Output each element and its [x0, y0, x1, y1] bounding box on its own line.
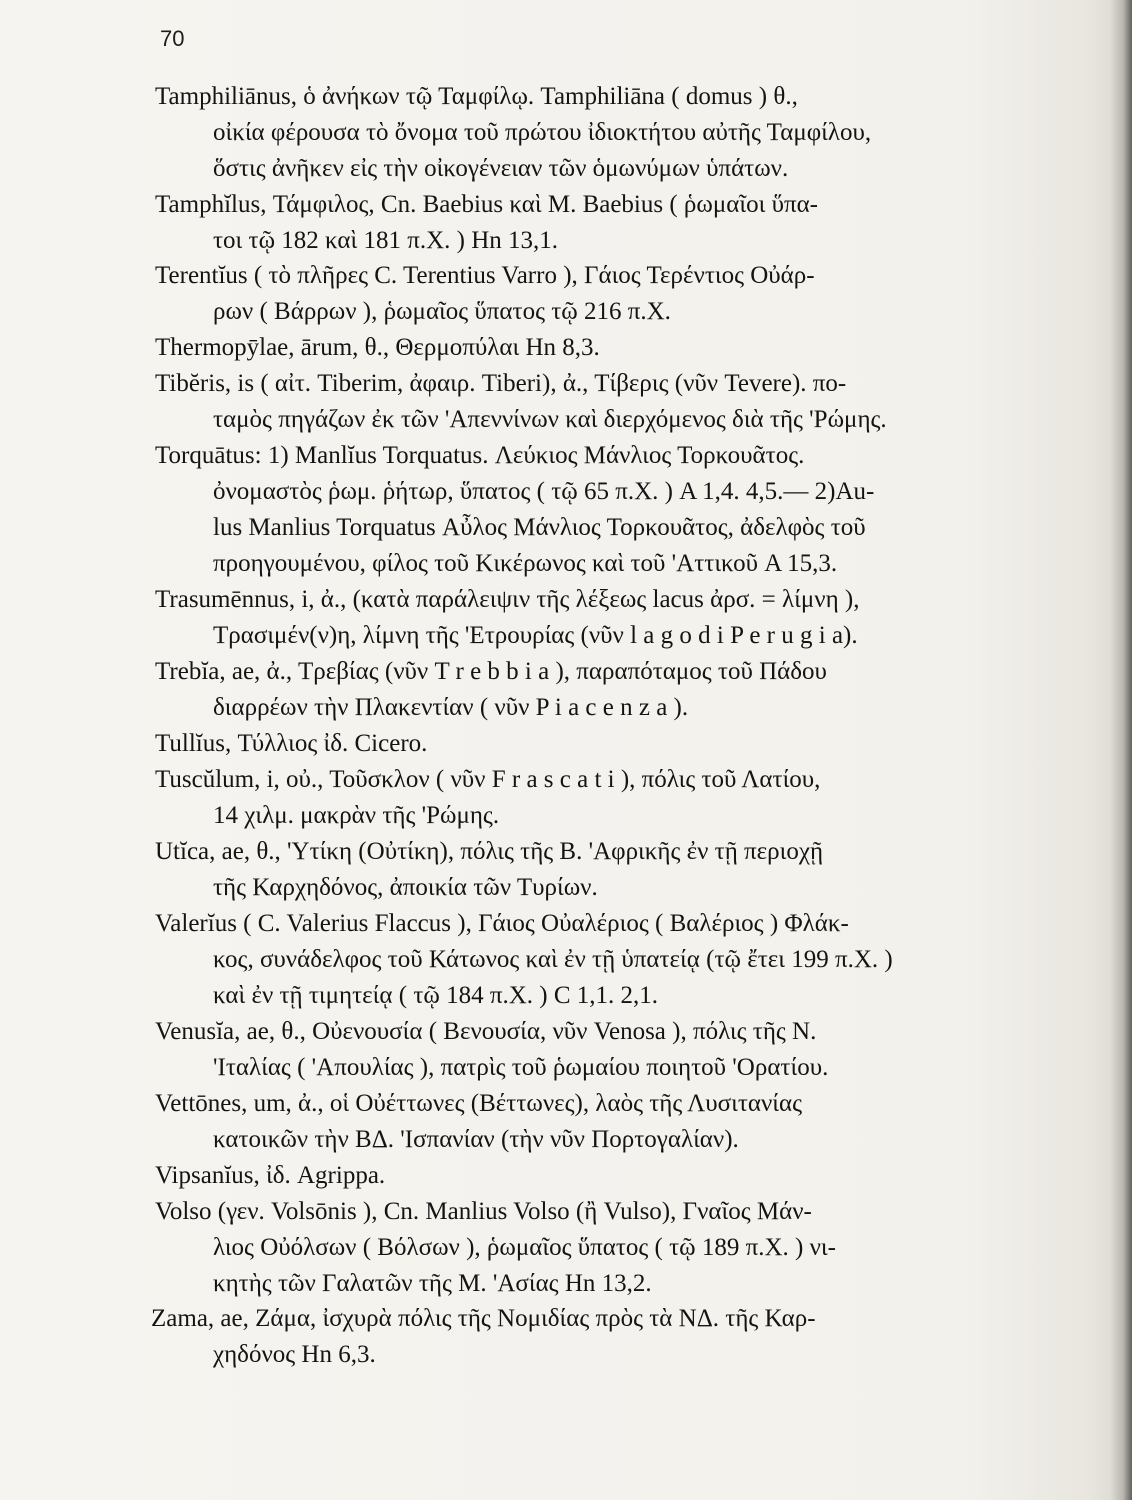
- entry-continuation-line: διαρρέων τὴν Πλακεντίαν ( νῦν P i a c e n z a ).: [213, 694, 689, 721]
- entry-headword-line: Tullĭus, Τύλλιος ἰδ. Cicero.: [155, 730, 428, 757]
- entry-continuation-line: ὀνομαστὸς ῥωμ. ῥήτωρ, ὕπατος ( τῷ 65 π.Χ. ) A 1,4. 4,5.— 2)Au-: [213, 478, 875, 505]
- entry-headword-line: Trebĭa, ae, ἀ., Τρεβίας (νῦν T r e b b i a ), παραπόταμος τοῦ Πάδου: [155, 658, 827, 685]
- entry-continuation-line: προηγουμένου, φίλος τοῦ Κικέρωνος καὶ τοῦ 'Αττικοῦ A 15,3.: [213, 550, 838, 577]
- entry-continuation-line: ταμὸς πηγάζων ἐκ τῶν 'Απεννίνων καὶ διερχόμενος διὰ τῆς 'Ρώμης.: [213, 406, 887, 433]
- entry-continuation-line: λιος Οὐόλσων ( Βόλσων ), ῥωμαῖος ὕπατος ( τῷ 189 π.Χ. ) νι-: [213, 1234, 836, 1261]
- entry-headword-line: Zama, ae, Ζάμα, ἰσχυρὰ πόλις τῆς Νομιδίας πρὸς τὰ ΝΔ. τῆς Καρ-: [151, 1305, 816, 1332]
- entry-continuation-line: 14 χιλμ. μακρὰν τῆς 'Ρώμης.: [213, 802, 500, 829]
- entry-headword-line: Volso (γεν. Volsōnis ), Cn. Manlius Volso (ἢ Vulso), Γναῖος Μάν-: [155, 1198, 812, 1225]
- entry-continuation-line: 'Ιταλίας ( 'Απουλίας ), πατρὶς τοῦ ῥωμαίου ποιητοῦ 'Ορατίου.: [213, 1054, 829, 1081]
- entry-headword-line: Utĭca, ae, θ., 'Υτίκη (Οὐτίκη), πόλις τῆς B. 'Αφρικῆς ἐν τῇ περιοχῇ: [155, 838, 824, 865]
- entry-headword-line: Vipsanĭus, ἰδ. Agrippa.: [155, 1162, 386, 1189]
- entry-continuation-line: lus Manlius Torquatus Αὖλος Μάνλιος Τορκουᾶτος, ἀδελφὸς τοῦ: [213, 514, 866, 541]
- entry-headword-line: Tamphiliānus, ὁ ἀνήκων τῷ Ταμφίλῳ. Tamphiliāna ( domus ) θ.,: [155, 83, 798, 110]
- entry-headword-line: Valerĭus ( C. Valerius Flaccus ), Γάιος Οὐαλέριος ( Βαλέριος ) Φλάκ-: [155, 910, 849, 937]
- page-number: 70: [160, 26, 185, 51]
- entry-headword-line: Tamphĭlus, Τάμφιλος, Cn. Baebius καὶ M. Baebius ( ῥωμαῖοι ὕπα-: [155, 191, 818, 218]
- entry-continuation-line: κητὴς τῶν Γαλατῶν τῆς M. 'Ασίας Hn 13,2.: [213, 1270, 652, 1297]
- entry-continuation-line: κατοικῶν τὴν ΒΔ. 'Ισπανίαν (τὴν νῦν Πορτογαλίαν).: [213, 1126, 739, 1153]
- entry-headword-line: Trasumēnnus, i, ἀ., (κατὰ παράλειψιν τῆς λέξεως lacus ἀρσ. = λίμνη ),: [155, 586, 860, 613]
- entry-headword-line: Venusĭa, ae, θ., Οὐενουσία ( Βενουσία, νῦν Venosa ), πόλις τῆς N.: [155, 1018, 817, 1045]
- entry-headword-line: Thermopȳlae, ārum, θ., Θερμοπύλαι Hn 8,3.: [155, 334, 600, 361]
- entry-continuation-line: οἰκία φέρουσα τὸ ὄνομα τοῦ πρώτου ἰδιοκτήτου αὐτῆς Ταμφίλου,: [213, 119, 872, 146]
- entry-continuation-line: Τρασιμέν(ν)η, λίμνη τῆς 'Ετρουρίας (νῦν l a g o d i P e r u g i a).: [213, 622, 858, 649]
- entry-headword-line: Tuscŭlum, i, οὐ., Τοῦσκλον ( νῦν F r a s c a t i ), πόλις τοῦ Λατίου,: [155, 766, 821, 793]
- entry-continuation-line: τοι τῷ 182 καὶ 181 π.Χ. ) Hn 13,1.: [213, 227, 559, 254]
- entry-headword-line: Tibĕris, is ( αἰτ. Tiberim, ἀφαιρ. Tiberi), ἀ., Τίβερις (νῦν Tevere). πο-: [155, 370, 847, 397]
- entry-continuation-line: κος, συνάδελφος τοῦ Κάτωνος καὶ ἐν τῇ ὑπατείᾳ (τῷ ἔτει 199 π.Χ. ): [213, 946, 893, 973]
- entry-headword-line: Vettōnes, um, ἀ., οἱ Οὐέττωνες (Βέττωνες), λαὸς τῆς Λυσιτανίας: [155, 1090, 803, 1117]
- entry-headword-line: Terentĭus ( τὸ πλῆρες C. Terentius Varro ), Γάιος Τερέντιος Οὐάρ-: [155, 262, 815, 289]
- entry-headword-line: Torquātus: 1) Manlĭus Torquatus. Λεύκιος Μάνλιος Τορκουᾶτος.: [155, 442, 805, 469]
- entry-continuation-line: χηδόνος Hn 6,3.: [213, 1341, 376, 1368]
- page-edge-shadow: [1110, 0, 1132, 1500]
- entry-continuation-line: καὶ ἐν τῇ τιμητείᾳ ( τῷ 184 π.Χ. ) C 1,1. 2,1.: [213, 982, 658, 1009]
- entry-continuation-line: τῆς Καρχηδόνος, ἀποικία τῶν Τυρίων.: [213, 874, 598, 901]
- entry-continuation-line: ὅστις ἀνῆκεν εἰς τὴν οἰκογένειαν τῶν ὁμωνύμων ὑπάτων.: [213, 155, 789, 182]
- entry-continuation-line: ρων ( Βάρρων ), ῥωμαῖος ὕπατος τῷ 216 π.Χ.: [213, 298, 671, 325]
